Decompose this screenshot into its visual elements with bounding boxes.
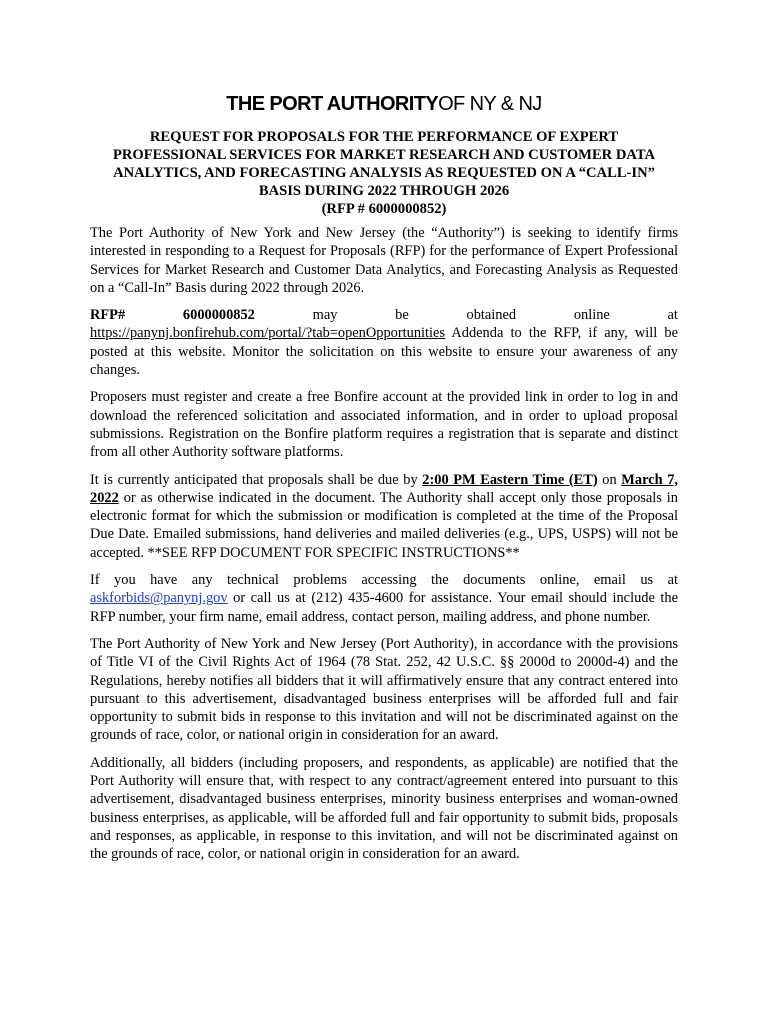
rfp-word: be [395,307,409,324]
contact-text: or call us at (212) 435-4600 for assistance. Your email should include the RFP number, your firm name, email address, contact person, mailing address, and phone number. [90,590,678,625]
civil-rights-paragraph: The Port Authority of New York and New Jersey (Port Authority), in accordance with the provisions of Title VI of the Civil Rights Act of 1964 (78 Stat. 252, 42 U.S.C. §§ 2000d to 2000d-4) and the Regulations, hereby notifies all bidders that it will affirmatively ensure that any contract entered into pursuant to this advertisement, disadvantaged business enterprises will be afforded full and fair opportunity to submit bids in response to this invitation and will not be discriminated against on the grounds of race, color, or national origin in consideration for an award. [90,635,678,744]
rfp-word: at [667,307,678,324]
email-link[interactable]: askforbids@panynj.gov [90,590,228,607]
rfp-label: RFP# [90,307,126,324]
due-time: 2:00 PM Eastern Time (ET) [422,471,598,488]
document-title [90,128,678,218]
rfp-number-title: (RFP # 6000000852) [321,201,447,217]
rfp-line [90,306,678,324]
title-line: PROFESSIONAL SERVICES FOR MARKET RESEARCH AND CUSTOMER DATA [112,147,656,163]
due-date-text: or as otherwise indicated in the document. The Authority shall accept only those proposals in electronic format for which the submission or modification is completed at the time of the Proposal Due Date. Emailed submissions, hand deliveries and mailed deliveries (e.g., UPS, USPS) will not be accepted. **SEE RFP DOCUMENT FOR SPECIFIC INSTRUCTIONS** [90,489,678,561]
addenda-text: Addenda to the RFP, if any, will be posted at this website. Monitor the solicitation on this website to ensure your awareness of any changes. [90,325,678,379]
document-body [90,224,678,873]
contact-paragraph [90,571,678,626]
due-date-paragraph [90,471,678,562]
title-line: REQUEST FOR PROPOSALS FOR THE PERFORMANCE OF EXPERT [149,129,619,145]
due-date: March 7, 2022 [90,471,678,506]
title-line: BASIS DURING 2022 THROUGH 2026 [258,183,510,199]
bidders-notice-paragraph: Additionally, all bidders (including proposers, and respondents, as applicable) are notified that the Port Authority will ensure that, with respect to any contract/agreement entered into pursuant to this advertisement, disadvantaged business enterprises, minority business enterprises and woman-owned business enterprises, as applicable, will be afforded full and fair opportunity to submit bids, proposals and responses, as applicable, in response to this invitation, and will not be discriminated against on the grounds of race, color, or national origin in consideration for an award. [90,754,678,863]
rfp-word: obtained [466,307,517,324]
port-authority-logo [0,92,768,116]
rfp-availability-paragraph [90,306,678,379]
contact-text: If you have any technical problems accessing the documents online, email us at [90,572,678,589]
rfp-word: may [312,307,338,324]
intro-paragraph: The Port Authority of New York and New Jersey (the “Authority”) is seeking to identify firms interested in responding to a Request for Proposals (RFP) for the performance of Expert Professional Services for Market Research and Customer Data Analytics, and Forecasting Analysis as Requested on a “Call-In” Basis during 2022 through 2026. [90,225,678,296]
due-date-text: on [597,471,622,488]
rfp-word: online [573,307,610,324]
title-line: ANALYTICS, AND FORECASTING ANALYSIS AS REQUESTED ON A “CALL-IN” [113,165,655,181]
due-date-text: It is currently anticipated that proposals shall be due by [90,471,423,488]
bonfire-portal-link[interactable]: https://panynj.bonfirehub.com/portal/?tab=openOpportunities [90,325,446,342]
registration-paragraph: Proposers must register and create a free Bonfire account at the provided link in order to log in and download the referenced solicitation and associated information, and in order to upload proposal submissions. Registration on the Bonfire platform requires a registration that is separate and distinct from all other Authority software platforms. [90,389,678,461]
logo-light-text: OF NY & NJ [438,93,542,115]
rfp-number: 6000000852 [182,307,255,324]
logo-bold-text: THE PORT AUTHORITY [226,93,439,115]
